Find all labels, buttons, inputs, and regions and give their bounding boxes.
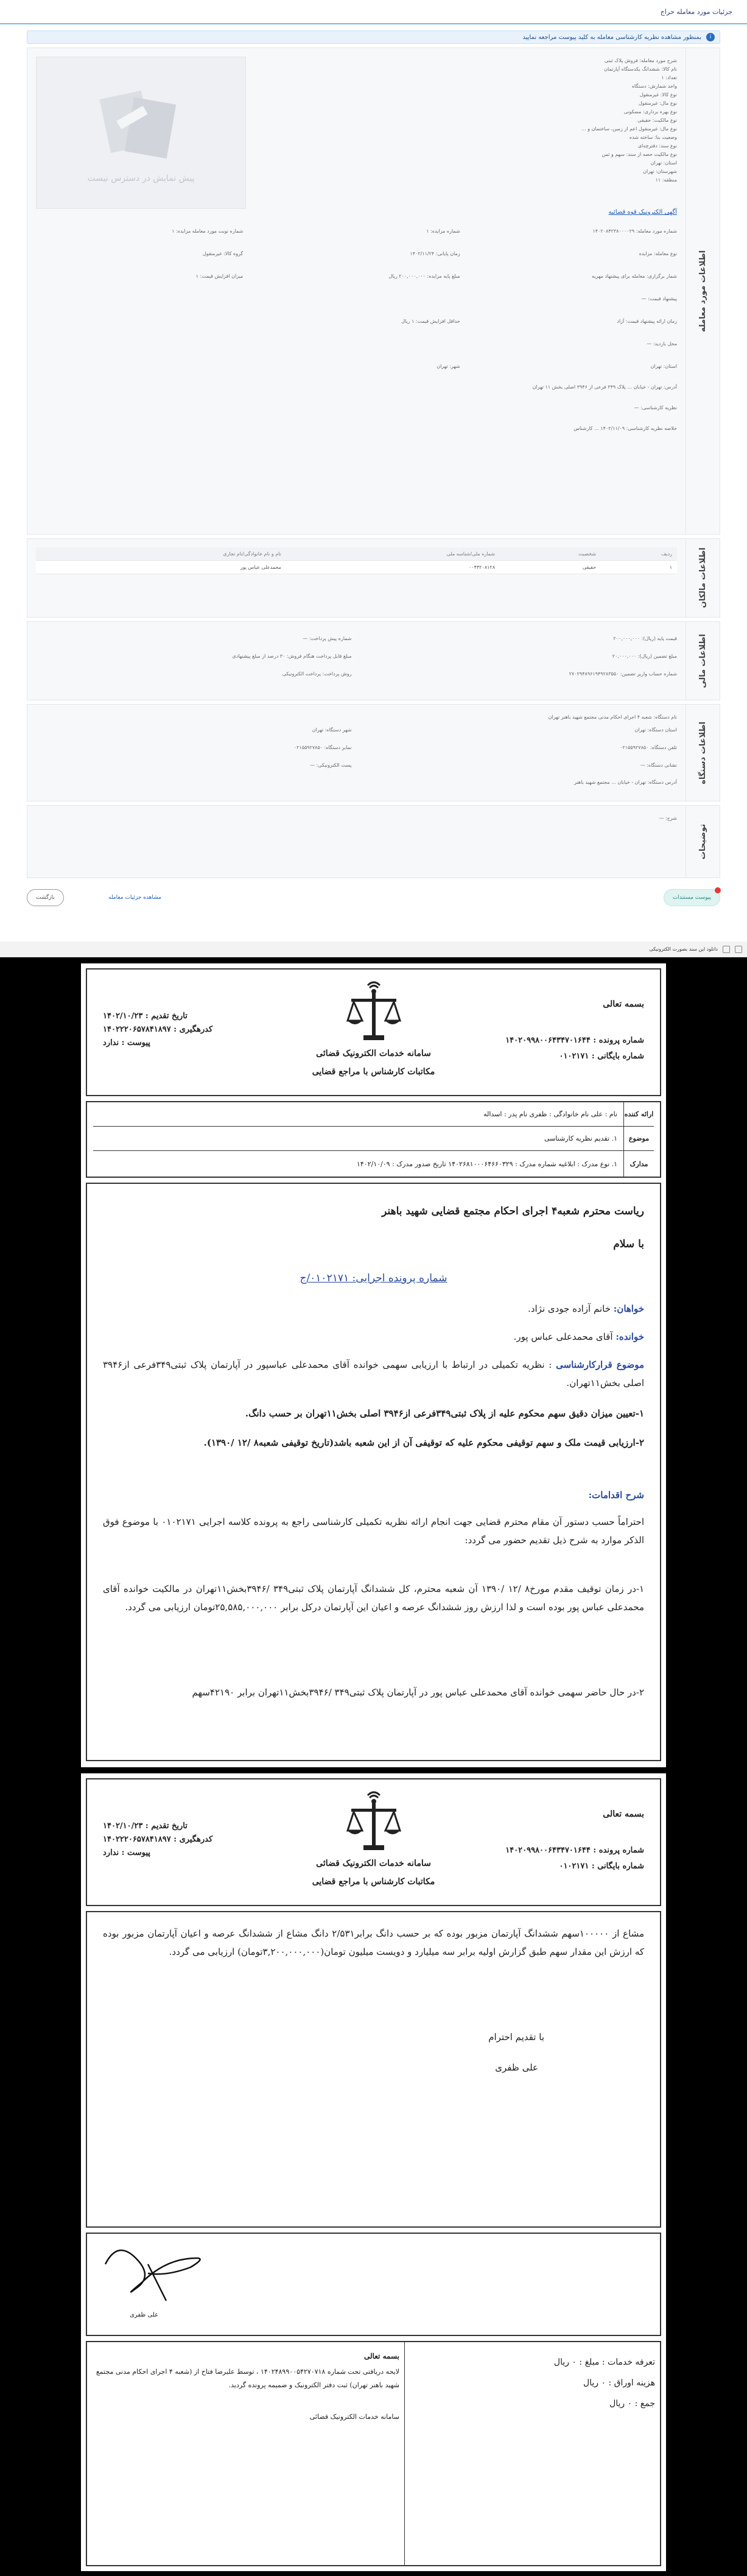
pdf-toolbar-title: دانلود این سند بصورت الکترونیکی [649, 946, 718, 952]
org-subtitle: مکاتبات کارشناس با مراجع قضایی [312, 1877, 435, 1887]
documents-label: مدارک [623, 1151, 654, 1177]
case-number: شماره پرونده : ۱۴۰۲۰۹۹۸۰۰۶۴۳۴۷۰۱۶۴۴ [505, 1036, 644, 1045]
addressee: ریاست محترم شعبه۴ اجرای احکام مجتمع قضایی شهید باهنر [382, 1205, 644, 1217]
greeting: با سلام [613, 1238, 644, 1250]
basmala: بسمه تعالی [603, 999, 644, 1009]
scales-logo [346, 978, 401, 1050]
continuation-paragraph: مشاع از ۱۰۰۰۰۰سهم ششدانگ آپارتمان مزبور بوده که بر حسب دانگ برابر۲/۵۳۱ دانگ مشاع از ششدانگ عرصه و اعیان آپارتمان مزبور بوده که ارزش این مقدار سهم طبق گزارش اولیه برابر سه میلیارد و دویست میلیون تومان(۳,۲۰۰,۰۰۰,۰۰۰تومان) ارزیابی می گردد. [103, 1928, 644, 1957]
no-preview-text: پیش نمایش در دسترس نیست [87, 174, 195, 183]
field-row: شرح مورد معامله: فروش پلاک ثبتی [604, 58, 677, 63]
grid-cell: شماره پیش پرداخت: — [303, 636, 352, 641]
org-name: سامانه خدمات الکترونیک قضائی [316, 1049, 431, 1058]
subject-value: ۱. تقدیم نظریه کارشناسی [544, 1135, 617, 1142]
field-row: تعداد: ۱ [661, 75, 677, 80]
download-icon[interactable] [735, 946, 742, 953]
actions-paragraph-2: ۱-در زمان توقیف مقدم مورخ۸ /۱۲ /۱۳۹۰ آن شعبه محترم، کل ششدانگ آپارتمان پلاک ثبتی۳۴۹ /۳۹۴۶بخش۱۱تهران در مالکیت خوانده آقای محمدعلی عباس پور بوده است و لذا ارزش روز ششدانگ عرصه و اعیان این آپارتمان درکل برابر ۲۵,۵۸۵,۰۰۰,۰۰۰تومان ارزیابی می گردد. [103, 1583, 645, 1613]
notes-text: شرح: — [659, 815, 677, 821]
view-details-link[interactable]: مشاهده جزئیات معامله [108, 895, 161, 901]
grid-cell: قیمت پایه (ریال): ۲۰۰,۰۰۰,۰۰۰ [613, 636, 677, 641]
owners-side-title: اطلاعات مالکان [686, 539, 720, 617]
claimant-line [103, 1300, 644, 1318]
col-header: شماره ملی/شناسه ملی [286, 547, 500, 561]
field-row: نوع بهره برداری: مسکونی [623, 109, 677, 114]
field-row: نوع کالا: غیرمنقول [639, 92, 677, 97]
expert-opinion-row: نظریه کارشناسی: — [634, 405, 677, 410]
cell: محمدعلی عباس پور [36, 561, 286, 574]
expert-summary-row: خلاصه نظریه کارشناسی: ۱۴۰۲/۱۱/۰۹ ... کارشناس [573, 426, 677, 431]
submit-date: تاریخ تقدیم : ۱۴۰۲/۱۰/۲۳ [103, 1821, 188, 1831]
scales-icon [346, 1788, 401, 1855]
col-header: نام و نام خانوادگی/نام تجاری [36, 547, 286, 561]
archive-number: شماره بایگانی : ۰۱۰۲۱۷۱ [559, 1052, 644, 1061]
grid-cell: نشانی دستگاه: — [640, 762, 677, 768]
page-title: جزئیات مورد معامله حراج [660, 7, 732, 16]
subject2-value: : نظریه تکمیلی در ارتباط با ارزیابی سهمی خوانده آقای محمدعلی عباسپور در آپارتمان پلاک ثبتی۳۴۹فرعی از۳۹۴۶ اصلی بخش۱۱تهران. [103, 1359, 644, 1388]
grid-cell: مبلغ قابل پرداخت هنگام فروش: ۳۰ درصد از مبلغ پیشنهادی [232, 653, 352, 659]
actions-heading: شرح اقدامات: [588, 1490, 644, 1501]
signature-image [99, 2240, 209, 2307]
footer-box [86, 2341, 661, 2566]
subject2-label: موضوع قرارکارشناسی [556, 1359, 644, 1370]
notification-dot [715, 887, 721, 893]
item-2: ۲-ارزیابی قیمت ملک و سهم توقیفی محکوم علیه که توقیفی آن از این شعبه باشد(تاریخ توقیفی شعبه۸ /۱۲ /۱۳۹۰). [203, 1437, 644, 1448]
field-row: استان: تهران [650, 160, 677, 166]
grid-cell: گروه کالا: غیرمنقول [202, 251, 244, 256]
notes-side-title: توضیحات [686, 806, 720, 878]
address-row: آدرس: تهران - خیابان ... پلاک ۳۴۹ فرعی از ۳۹۴۶ اصلی بخش ۱۱ تهران [532, 384, 677, 390]
cell: حقیقی [500, 561, 601, 574]
grid-cell: تلفن دستگاه: ۰۲۱۵۵۹۲۷۸۵۰ [620, 745, 677, 750]
receipt-note [87, 2342, 404, 2565]
field-row: نام کالا: ششدانگ یکدستگاه آپارتمان [604, 66, 677, 72]
grid-cell: نوع معامله: مزایده [639, 251, 677, 256]
table-row [36, 561, 677, 574]
claimant-label: خواهان: [613, 1303, 644, 1314]
signer-name: علی ظفری [495, 2062, 538, 2073]
cell: ۱ [601, 561, 677, 574]
transaction-grid [36, 227, 677, 371]
owners-table [36, 547, 677, 574]
info-icon: i [706, 33, 715, 41]
col-header: ردیف [601, 547, 677, 561]
grid-cell: شماره مورد معامله: ۱۴۰۲۰۸۴۲۳۸۰۰۰۰۲۹ [592, 228, 677, 234]
exec-case-number: شماره پرونده اجرایی: ۰۱۰۲۱۷۱/ج [300, 1272, 447, 1284]
grid-cell: پیشنهاد قیمت: — [641, 296, 677, 301]
grid-cell: شهر دستگاه: تهران [312, 727, 352, 733]
archive-number: شماره بایگانی : ۰۱۰۲۱۷۱ [559, 1862, 644, 1871]
fees [404, 2342, 660, 2565]
regards: با تقدیم احترام [488, 2032, 544, 2043]
receipt-title: بسمه تعالی [363, 2352, 399, 2360]
field-row: نوع مال: غیرمنقول اعم از زمین، ساختمان و ... [581, 126, 677, 132]
cell: ۰۰۴۴۲۰۸۱۲۸ [286, 561, 500, 574]
pdf-toolbar [0, 941, 747, 957]
financial-section [27, 621, 720, 700]
subject-label: موضوع [623, 1127, 654, 1150]
grid-cell: پست الکترونیکی: — [310, 762, 352, 768]
grid-cell: زمان پایانی: ۱۴۰۲/۱۱/۲۴ [410, 251, 460, 256]
action-bar [27, 887, 720, 911]
attachment-notice [27, 30, 720, 44]
grid-cell: شمار برگزاری: معامله برای پیشنهاد مهریه [592, 273, 677, 279]
financial-side-title: اطلاعات مالی [686, 622, 720, 700]
pdf-page-2 [81, 1773, 666, 2571]
fee-paper: هزینه اوراق : ۰ ریال [583, 2378, 655, 2388]
actions-paragraph-3: ۲-در حال حاضر سهمی خوانده آقای محمدعلی عباس پور در آپارتمان پلاک ثبتی۳۴۹ /۳۹۴۶بخش۱۱تهران برابر ۴۲۱۹۰سهم [192, 1687, 644, 1698]
attachment-info: پیوست : ندارد [103, 1038, 150, 1047]
agency-name: نام دستگاه: شعبه ۴ اجرای احکام مدنی مجتمع شهید باهنر تهران [548, 714, 677, 720]
field-row: وضعیت بنا: ساخته شده [629, 135, 677, 140]
field-row: نوع سند: دفترچه‌ای [637, 143, 677, 149]
submitter-value: نام : علی نام خانوادگی : ظفری نام پدر : اسداله [483, 1110, 617, 1118]
print-icon[interactable] [723, 946, 730, 953]
letterhead [86, 968, 661, 1096]
agency-address: آدرس دستگاه: تهران - خیابان ... مجتمع شهید باهنر [574, 779, 677, 785]
field-row: منطقه: ۱۱ [655, 177, 677, 183]
letter-body [86, 1183, 661, 1761]
subject-paragraph [103, 1356, 644, 1392]
attachments-label: پیوست مستندات [672, 895, 711, 901]
scales-icon [346, 978, 401, 1045]
grid-cell: حداقل افزایش قیمت: ۱ ریال [401, 318, 460, 324]
defendant-value: آقای محمدعلی عباس پور. [513, 1331, 613, 1342]
grid-cell: شماره نوبت مورد معامله مزایده: ۱ [172, 228, 244, 234]
pdf-page-1 [81, 963, 666, 1767]
case-number: شماره پرونده : ۱۴۰۲۰۹۹۸۰۰۶۴۳۴۷۰۱۶۴۴ [505, 1846, 644, 1855]
grid-cell: میزان افزایش قیمت: ۱ [195, 273, 244, 279]
letterhead-2 [86, 1778, 661, 1906]
documents-value: ۱. نوع مدرک : ابلاغیه شماره مدرک : ۱۴۰۲۶۸۱۰۰۰۶۴۶۶۰۳۲۹ تاریخ صدور مدرک : ۱۴۰۲/۱۰/۰۹ [356, 1160, 617, 1168]
field-row: نوع مالکیت: حقیقی [637, 118, 677, 123]
grid-cell: مبلغ تضمین (ریال): ۲۰,۰۰۰,۰۰۰ [612, 653, 677, 659]
grid-cell: مبلغ پایه مزایده: ۲۰۰,۰۰۰,۰۰۰ ریال [388, 273, 460, 279]
attachments-button[interactable] [664, 889, 720, 906]
agency-side-title: اطلاعات دستگاه [686, 705, 720, 801]
receipt-text: لایحه دریافتی تحت شماره ۱۴۰۲۴۸۹۹۰۰۵۴۲۷۰۷۱۸ ، توسط علیرضا فتاح از (شعبه ۴ اجرای احکام مدنی مجتمع شهید باهنر تهران) ثبت دفتر الکترونیک و ضمیمه پرونده گردید. [96, 2368, 399, 2389]
grid-cell: شهر: تهران [437, 364, 460, 369]
actions-paragraph-1: احتراماً حسب دستور آن مقام محترم قضایی جهت انجام ارائه نظریه تکمیلی کارشناسی راجع به پرونده کلاسه اجرایی ۰۱۰۲۱۷۱ با موضوع فوق الذکر موارد به شرح ذیل تقدیم حضور می گردد: [103, 1516, 644, 1546]
page-header [0, 0, 747, 24]
org-subtitle: مکاتبات کارشناس با مراجع قضایی [312, 1067, 435, 1077]
receipt-org: سامانه خدمات الکترونیک قضائی [309, 2413, 399, 2421]
info-table [86, 1101, 661, 1178]
claimant-value: خانم آزاده جودی نژاد. [528, 1303, 611, 1314]
grid-cell: روش پرداخت: پرداخت الکترونیکی [282, 671, 352, 677]
grid-cell: استان دستگاه: تهران [634, 727, 677, 733]
no-preview-image [36, 57, 246, 209]
fee-service: تعرفه خدمات : مبلغ : ۰ ریال [553, 2357, 655, 2367]
defendant-line [103, 1328, 644, 1346]
field-row: نوع مالکیت حصه از سند: سهم و ثمن [601, 152, 677, 157]
attachment-info: پیوست : ندارد [103, 1848, 150, 1857]
announcement-link[interactable]: آگهی الکترونیک قوه قضائیه [608, 209, 677, 216]
signature-box [86, 2233, 661, 2336]
grid-cell: محل بازدید: — [647, 341, 677, 347]
gavel-icon [93, 82, 190, 167]
notes-section [27, 805, 720, 878]
defendant-label: خوانده: [615, 1331, 644, 1342]
notice-text: بمنظور مشاهده نظریه کارشناسی معامله به کلید پیوست مراجعه نمایید [522, 33, 701, 41]
field-row: نوع مال: غیرمنقول [638, 100, 677, 106]
tracking-code: کدرهگیری : ۱۴۰۲۲۲۰۶۵۷۸۴۱۸۹۷ [103, 1835, 213, 1844]
submitter-label: ارائه کننده [623, 1102, 654, 1126]
grid-cell: شماره حساب واریز تضمین: ۲۷۰۲۹۴۸۹۶۱۹۴۹۲۸۳۵۵۰ [569, 671, 677, 677]
col-header: شخصیت [500, 547, 601, 561]
transaction-side-title: اطلاعات مورد معامله [686, 48, 720, 534]
tracking-code: کدرهگیری : ۱۴۰۲۲۲۰۶۵۷۸۴۱۸۹۷ [103, 1025, 213, 1034]
agency-section [27, 704, 720, 801]
grid-cell: استان: تهران [650, 364, 677, 369]
pdf-viewer[interactable] [0, 957, 747, 2576]
owners-section [27, 538, 720, 618]
submit-date: تاریخ تقدیم : ۱۴۰۲/۱۰/۲۳ [103, 1012, 188, 1021]
basmala: بسمه تعالی [603, 1809, 644, 1819]
scales-logo [346, 1788, 401, 1860]
field-row: شهرستان: تهران [643, 169, 677, 174]
org-name: سامانه خدمات الکترونیک قضائی [316, 1859, 431, 1868]
item-1: ۱-تعیین میزان دقیق سهم محکوم علیه از پلاک ثبتی۳۴۹فرعی از۳۹۴۶ اصلی بخش۱۱تهران بر حسب دانگ. [245, 1408, 644, 1419]
fee-total: جمع : ۰ ریال [609, 2399, 655, 2409]
back-button[interactable]: بازگشت [27, 889, 64, 906]
field-row: واحد شمارش: دستگاه [631, 83, 677, 89]
transaction-section [27, 48, 720, 535]
grid-cell: شماره مزایده: ۱ [426, 228, 460, 234]
signature-caption: علی ظفری [130, 2312, 159, 2318]
grid-cell: زمان ارائه پیشنهاد قیمت: آزاد [617, 318, 677, 324]
grid-cell: نمابر دستگاه: ۰۲۱۵۵۹۲۷۸۵۰ [293, 745, 352, 750]
letter-body-2 [86, 1911, 661, 2228]
